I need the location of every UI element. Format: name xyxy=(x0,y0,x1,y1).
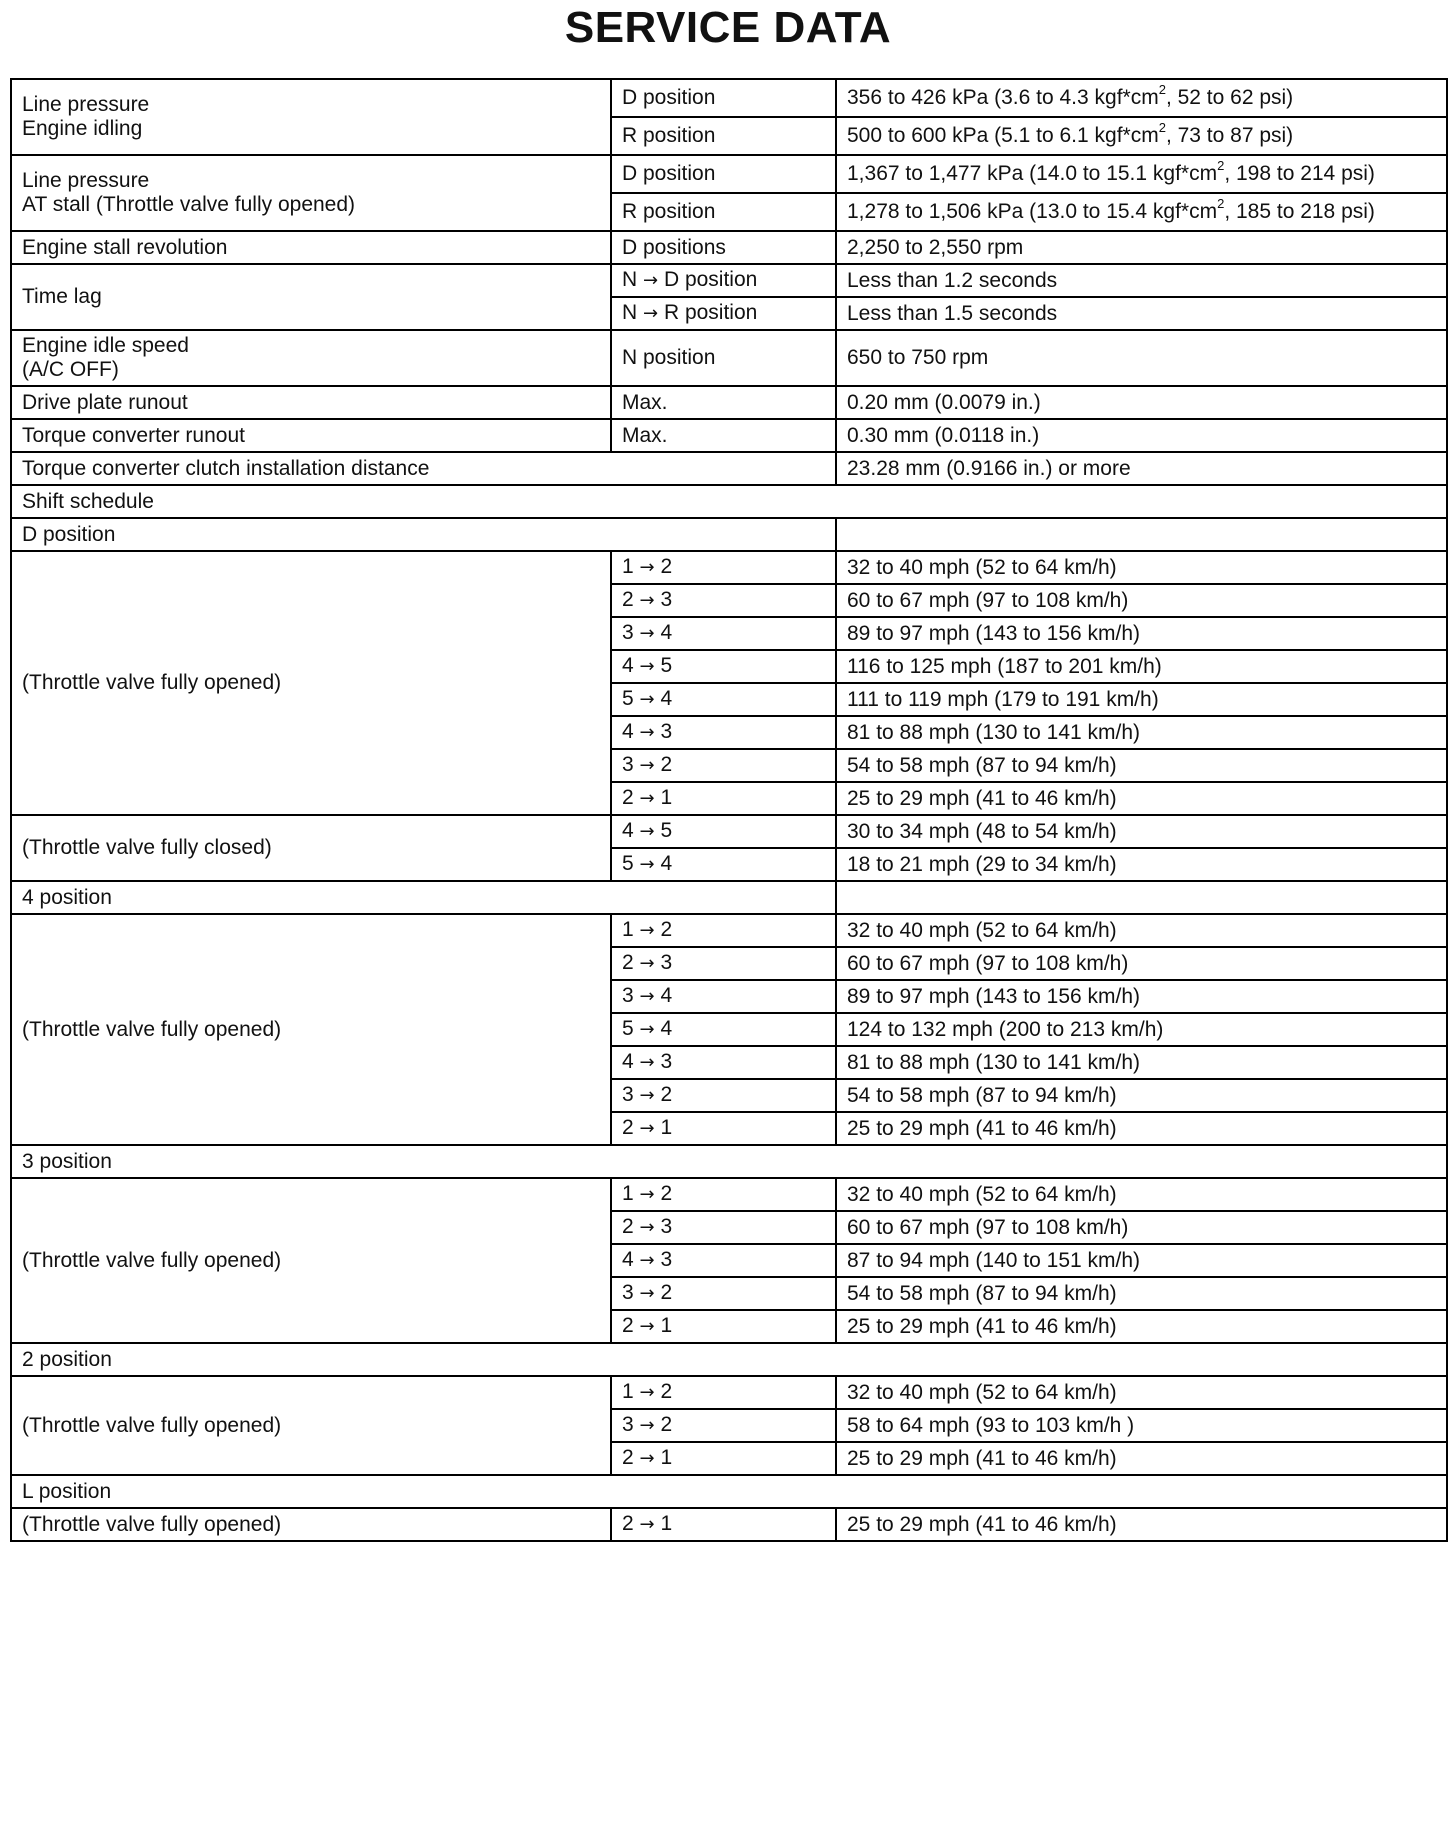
shift-to: 3 xyxy=(660,1215,673,1238)
spec-position: Max. xyxy=(611,419,836,452)
shift-speed: 58 to 64 mph (93 to 103 km/h ) xyxy=(836,1409,1447,1442)
shift-from: 4 xyxy=(622,1050,634,1073)
superscript: 2 xyxy=(1217,158,1225,173)
shift-range xyxy=(611,1244,836,1277)
table-row xyxy=(11,330,1447,386)
shift-to: 4 xyxy=(660,621,673,644)
arrow-icon: → xyxy=(639,1019,655,1040)
spec-position: R position xyxy=(611,193,836,231)
shift-from: 1 xyxy=(622,1380,634,1403)
spec-position xyxy=(611,264,836,297)
arrow-icon: → xyxy=(639,1184,655,1205)
shift-speed: 30 to 34 mph (48 to 54 km/h) xyxy=(836,815,1447,848)
shift-speed: 87 to 94 mph (140 to 151 km/h) xyxy=(836,1244,1447,1277)
spec-value-part: 356 to 426 kPa (3.6 to 4.3 kgf*cm xyxy=(847,86,1159,109)
table-row xyxy=(11,1508,1447,1541)
spec-label: Engine stall revolution xyxy=(11,231,611,264)
shift-speed: 32 to 40 mph (52 to 64 km/h) xyxy=(836,1178,1447,1211)
spec-value xyxy=(836,79,1447,117)
spec-value-part: 500 to 600 kPa (5.1 to 6.1 kgf*cm xyxy=(847,124,1159,147)
shift-speed: 111 to 119 mph (179 to 191 km/h) xyxy=(836,683,1447,716)
spec-position: N position xyxy=(611,330,836,386)
spec-position: D position xyxy=(611,79,836,117)
shift-range xyxy=(611,815,836,848)
shift-from: 5 xyxy=(622,687,634,710)
throttle-condition: (Throttle valve fully opened) xyxy=(11,914,611,1145)
table-row xyxy=(11,881,1447,914)
shift-to: 1 xyxy=(660,1314,673,1337)
shift-to: 2 xyxy=(660,753,673,776)
shift-from: N xyxy=(622,301,638,324)
shift-speed: 25 to 29 mph (41 to 46 km/h) xyxy=(836,1112,1447,1145)
table-row xyxy=(11,1178,1447,1211)
shift-range xyxy=(611,716,836,749)
spec-label-line: Line pressure xyxy=(22,93,150,116)
arrow-icon: → xyxy=(639,656,655,677)
spec-label-line: Engine idle speed xyxy=(22,334,189,357)
spec-value-part: , 198 to 214 psi) xyxy=(1224,162,1375,185)
arrow-icon: → xyxy=(639,722,655,743)
shift-speed: 32 to 40 mph (52 to 64 km/h) xyxy=(836,1376,1447,1409)
shift-range xyxy=(611,1112,836,1145)
shift-speed: 60 to 67 mph (97 to 108 km/h) xyxy=(836,1211,1447,1244)
shift-range xyxy=(611,1277,836,1310)
shift-to: 2 xyxy=(660,1083,673,1106)
shift-range xyxy=(611,914,836,947)
superscript: 2 xyxy=(1158,82,1166,97)
shift-from: 3 xyxy=(622,753,634,776)
shift-speed: 25 to 29 mph (41 to 46 km/h) xyxy=(836,1508,1447,1541)
shift-to: 1 xyxy=(660,1512,673,1535)
shift-range xyxy=(611,1178,836,1211)
shift-speed: 60 to 67 mph (97 to 108 km/h) xyxy=(836,947,1447,980)
spec-label xyxy=(11,330,611,386)
shift-to: 2 xyxy=(660,1182,673,1205)
shift-to: 1 xyxy=(660,1116,673,1139)
shift-range xyxy=(611,749,836,782)
spec-value: 2,250 to 2,550 rpm xyxy=(836,231,1447,264)
table-row xyxy=(11,518,1447,551)
shift-to: 3 xyxy=(660,588,673,611)
arrow-icon: → xyxy=(639,590,655,611)
table-row xyxy=(11,79,1447,117)
shift-speed: 116 to 125 mph (187 to 201 km/h) xyxy=(836,650,1447,683)
shift-range xyxy=(611,1376,836,1409)
spec-position: D position xyxy=(611,155,836,193)
shift-from: 2 xyxy=(622,588,634,611)
spec-value: 0.20 mm (0.0079 in.) xyxy=(836,386,1447,419)
spec-position xyxy=(611,297,836,330)
shift-range xyxy=(611,551,836,584)
shift-from: 5 xyxy=(622,852,634,875)
table-row xyxy=(11,1475,1447,1508)
table-row xyxy=(11,1376,1447,1409)
spec-position: D positions xyxy=(611,231,836,264)
shift-to: 2 xyxy=(660,1380,673,1403)
arrow-icon: → xyxy=(639,854,655,875)
spec-value: Less than 1.2 seconds xyxy=(836,264,1447,297)
arrow-icon: → xyxy=(639,1118,655,1139)
arrow-icon: → xyxy=(639,920,655,941)
page-title: SERVICE DATA xyxy=(564,3,892,52)
empty-cell xyxy=(836,881,1447,914)
table-row xyxy=(11,386,1447,419)
shift-speed: 54 to 58 mph (87 to 94 km/h) xyxy=(836,1079,1447,1112)
shift-to: 2 xyxy=(660,1281,673,1304)
shift-range xyxy=(611,1211,836,1244)
shift-speed: 25 to 29 mph (41 to 46 km/h) xyxy=(836,782,1447,815)
table-row xyxy=(11,264,1447,297)
throttle-condition: (Throttle valve fully opened) xyxy=(11,1178,611,1343)
shift-from: 2 xyxy=(622,1116,634,1139)
spec-value: Less than 1.5 seconds xyxy=(836,297,1447,330)
shift-speed: 54 to 58 mph (87 to 94 km/h) xyxy=(836,1277,1447,1310)
shift-from: 1 xyxy=(622,1182,634,1205)
spec-value: 0.30 mm (0.0118 in.) xyxy=(836,419,1447,452)
throttle-condition: (Throttle valve fully opened) xyxy=(11,551,611,815)
shift-to: 2 xyxy=(660,1413,673,1436)
spec-value: 650 to 750 rpm xyxy=(836,330,1447,386)
shift-range xyxy=(611,617,836,650)
table-row xyxy=(11,419,1447,452)
arrow-icon: → xyxy=(639,821,655,842)
arrow-icon: → xyxy=(639,755,655,776)
table-row xyxy=(11,485,1447,518)
spec-label-line: Engine idling xyxy=(22,117,143,140)
shift-range xyxy=(611,1409,836,1442)
shift-to: 3 xyxy=(660,720,673,743)
shift-to: D position xyxy=(663,268,758,291)
throttle-condition: (Throttle valve fully opened) xyxy=(11,1376,611,1475)
shift-to: 4 xyxy=(660,1017,673,1040)
arrow-icon: → xyxy=(639,1283,655,1304)
shift-from: 1 xyxy=(622,555,634,578)
spec-value xyxy=(836,117,1447,155)
shift-to: 1 xyxy=(660,1446,673,1469)
shift-to: R position xyxy=(663,301,758,324)
spec-value-part: 1,278 to 1,506 kPa (13.0 to 15.4 kgf*cm xyxy=(847,200,1218,223)
shift-from: 5 xyxy=(622,1017,634,1040)
shift-range xyxy=(611,1508,836,1541)
spec-label: Time lag xyxy=(11,264,611,330)
shift-from: 4 xyxy=(622,819,634,842)
shift-from: 3 xyxy=(622,1281,634,1304)
position-heading: 4 position xyxy=(11,881,836,914)
shift-from: 4 xyxy=(622,1248,634,1271)
superscript: 2 xyxy=(1217,196,1225,211)
arrow-icon: → xyxy=(639,623,655,644)
arrow-icon: → xyxy=(639,1316,655,1337)
shift-to: 2 xyxy=(660,918,673,941)
shift-range xyxy=(611,1442,836,1475)
spec-label xyxy=(11,155,611,231)
arrow-icon: → xyxy=(639,1250,655,1271)
shift-speed: 89 to 97 mph (143 to 156 km/h) xyxy=(836,617,1447,650)
shift-range xyxy=(611,683,836,716)
spec-value: 23.28 mm (0.9166 in.) or more xyxy=(836,452,1447,485)
shift-speed: 81 to 88 mph (130 to 141 km/h) xyxy=(836,1046,1447,1079)
shift-from: 2 xyxy=(622,1215,634,1238)
spec-label-line: Line pressure xyxy=(22,169,150,192)
spec-label: Drive plate runout xyxy=(11,386,611,419)
shift-range xyxy=(611,1079,836,1112)
arrow-icon: → xyxy=(639,1052,655,1073)
shift-speed: 25 to 29 mph (41 to 46 km/h) xyxy=(836,1310,1447,1343)
shift-speed: 124 to 132 mph (200 to 213 km/h) xyxy=(836,1013,1447,1046)
spec-value-part: 1,367 to 1,477 kPa (14.0 to 15.1 kgf*cm xyxy=(847,162,1218,185)
position-heading: L position xyxy=(11,1475,1447,1508)
shift-from: 3 xyxy=(622,1413,634,1436)
spec-value xyxy=(836,155,1447,193)
shift-speed: 32 to 40 mph (52 to 64 km/h) xyxy=(836,914,1447,947)
arrow-icon: → xyxy=(639,1217,655,1238)
shift-to: 1 xyxy=(660,786,673,809)
table-row xyxy=(11,914,1447,947)
arrow-icon: → xyxy=(639,1085,655,1106)
shift-from: 2 xyxy=(622,1512,634,1535)
shift-to: 4 xyxy=(660,687,673,710)
arrow-icon: → xyxy=(639,557,655,578)
position-heading: 2 position xyxy=(11,1343,1447,1376)
spec-label-line: AT stall (Throttle valve fully opened) xyxy=(22,193,356,216)
spec-label-line: (A/C OFF) xyxy=(22,358,119,381)
arrow-icon: → xyxy=(643,303,659,324)
spec-position: Max. xyxy=(611,386,836,419)
table-row xyxy=(11,1343,1447,1376)
superscript: 2 xyxy=(1158,120,1166,135)
spec-label: Torque converter runout xyxy=(11,419,611,452)
shift-to: 4 xyxy=(660,984,673,1007)
shift-range xyxy=(611,1310,836,1343)
shift-range xyxy=(611,650,836,683)
arrow-icon: → xyxy=(639,1448,655,1469)
section-heading: Shift schedule xyxy=(11,485,1447,518)
shift-speed: 32 to 40 mph (52 to 64 km/h) xyxy=(836,551,1447,584)
shift-range xyxy=(611,584,836,617)
shift-to: 3 xyxy=(660,1050,673,1073)
arrow-icon: → xyxy=(639,1514,655,1535)
shift-to: 4 xyxy=(660,852,673,875)
shift-from: N xyxy=(622,268,638,291)
shift-range xyxy=(611,980,836,1013)
shift-from: 4 xyxy=(622,654,634,677)
shift-from: 3 xyxy=(622,621,634,644)
spec-label xyxy=(11,79,611,155)
service-data-table xyxy=(10,78,1448,1542)
arrow-icon: → xyxy=(639,1382,655,1403)
position-heading: D position xyxy=(11,518,836,551)
position-heading: 3 position xyxy=(11,1145,1447,1178)
shift-from: 3 xyxy=(622,1083,634,1106)
shift-from: 3 xyxy=(622,984,634,1007)
spec-value xyxy=(836,193,1447,231)
table-row xyxy=(11,815,1447,848)
shift-range xyxy=(611,782,836,815)
shift-speed: 25 to 29 mph (41 to 46 km/h) xyxy=(836,1442,1447,1475)
shift-to: 2 xyxy=(660,555,673,578)
spec-value-part: , 52 to 62 psi) xyxy=(1165,86,1294,109)
shift-from: 4 xyxy=(622,720,634,743)
shift-speed: 54 to 58 mph (87 to 94 km/h) xyxy=(836,749,1447,782)
shift-speed: 60 to 67 mph (97 to 108 km/h) xyxy=(836,584,1447,617)
shift-range xyxy=(611,848,836,881)
arrow-icon: → xyxy=(639,953,655,974)
arrow-icon: → xyxy=(639,986,655,1007)
shift-range xyxy=(611,947,836,980)
arrow-icon: → xyxy=(639,788,655,809)
shift-to: 3 xyxy=(660,951,673,974)
shift-from: 2 xyxy=(622,1314,634,1337)
arrow-icon: → xyxy=(639,1415,655,1436)
spec-value-part: , 73 to 87 psi) xyxy=(1165,124,1294,147)
shift-from: 2 xyxy=(622,786,634,809)
shift-range xyxy=(611,1046,836,1079)
spec-position: R position xyxy=(611,117,836,155)
arrow-icon: → xyxy=(639,689,655,710)
spec-label: Torque converter clutch installation distance xyxy=(11,452,836,485)
shift-speed: 18 to 21 mph (29 to 34 km/h) xyxy=(836,848,1447,881)
shift-from: 2 xyxy=(622,1446,634,1469)
shift-to: 5 xyxy=(660,819,673,842)
shift-to: 5 xyxy=(660,654,673,677)
table-row xyxy=(11,452,1447,485)
throttle-condition: (Throttle valve fully opened) xyxy=(11,1508,611,1541)
shift-from: 1 xyxy=(622,918,634,941)
shift-from: 2 xyxy=(622,951,634,974)
empty-cell xyxy=(836,518,1447,551)
arrow-icon: → xyxy=(643,270,659,291)
table-row xyxy=(11,1145,1447,1178)
table-row xyxy=(11,551,1447,584)
table-row xyxy=(11,231,1447,264)
shift-speed: 89 to 97 mph (143 to 156 km/h) xyxy=(836,980,1447,1013)
table-row xyxy=(11,155,1447,193)
shift-speed: 81 to 88 mph (130 to 141 km/h) xyxy=(836,716,1447,749)
throttle-condition: (Throttle valve fully closed) xyxy=(11,815,611,881)
spec-value-part: , 185 to 218 psi) xyxy=(1224,200,1375,223)
shift-range xyxy=(611,1013,836,1046)
shift-to: 3 xyxy=(660,1248,673,1271)
